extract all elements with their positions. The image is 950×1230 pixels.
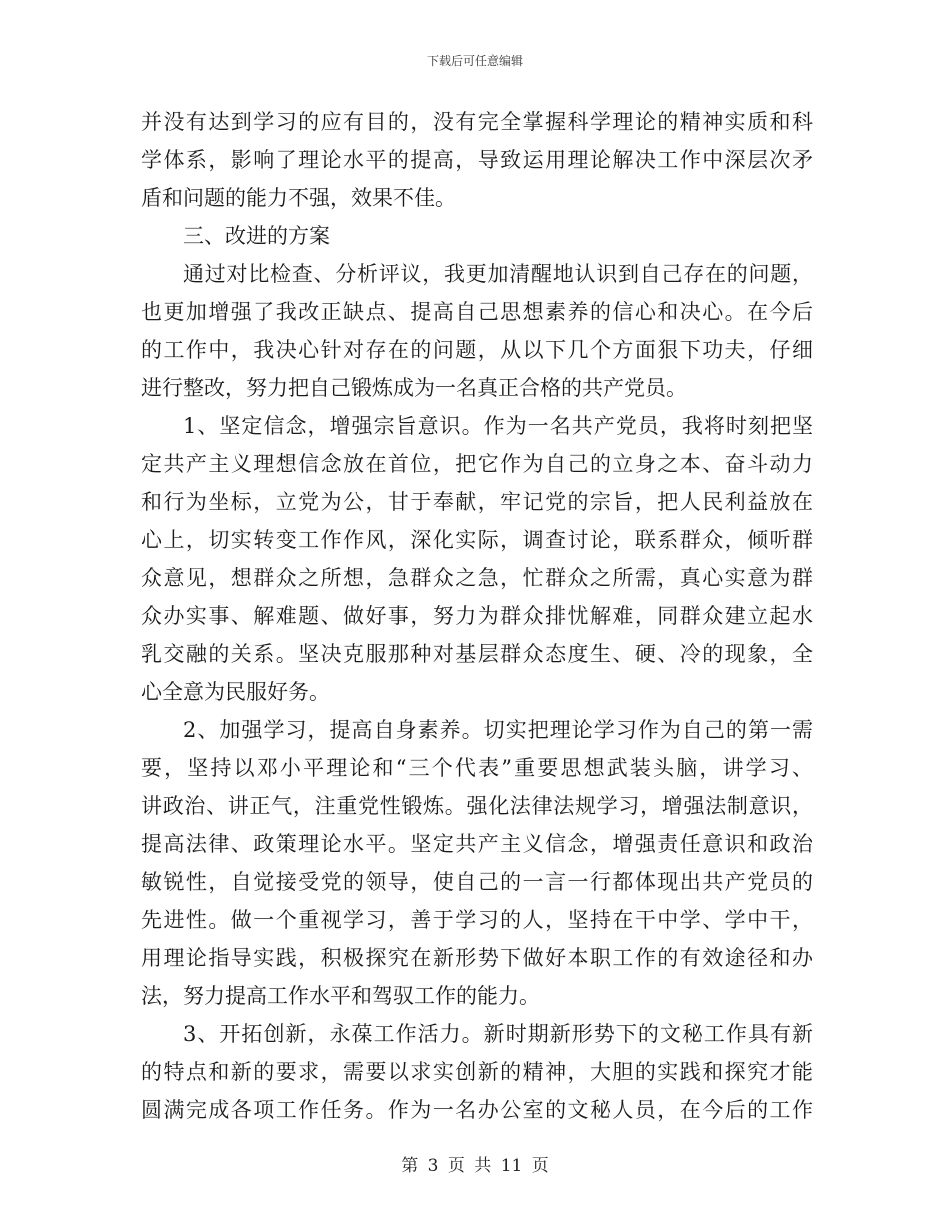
text-line: 盾和问题的能力不强，效果不佳。: [141, 186, 456, 210]
text-line: 也更加增强了我改正缺点、提高自己思想素养的信心和决心。在今后: [141, 300, 813, 324]
text-line: 要，坚持以邓小平理论和“三个代表”重要思想武装头脑，讲学习、: [141, 756, 813, 780]
text-line: 用理论指导实践，积极探究在新形势下做好本职工作的有效途径和办: [141, 946, 813, 970]
text-line: 学体系，影响了理论水平的提高，导致运用理论解决工作中深层次矛: [141, 148, 813, 172]
text-line: 三、改进的方案: [183, 224, 330, 248]
text-line: 先进性。做一个重视学习，善于学习的人，坚持在干中学、学中干，: [141, 908, 813, 932]
text-line: 提高法律、政策理论水平。坚定共产主义信念，增强责任意识和政治: [141, 832, 813, 856]
text-line: 2、加强学习，提高自身素养。切实把理论学习作为自己的第一需: [183, 718, 813, 742]
text-line: 心上，切实转变工作作风，深化实际，调查讨论，联系群众，倾听群: [141, 528, 813, 552]
text-line: 讲政治、讲正气，注重党性锻炼。强化法律法规学习，增强法制意识，: [141, 794, 813, 818]
page-header: 下载后可任意编辑: [426, 54, 523, 68]
text-line: 法，努力提高工作水平和驾驭工作的能力。: [141, 984, 540, 1008]
text-line: 和行为坐标，立党为公，甘于奉献，牢记党的宗旨，把人民利益放在: [141, 490, 813, 514]
text-line: 心全意为民服好务。: [141, 680, 330, 704]
text-line: 的工作中，我决心针对存在的问题，从以下几个方面狠下功夫，仔细: [141, 338, 813, 362]
text-line: 的特点和新的要求，需要以求实创新的精神，大胆的实践和探究才能: [141, 1060, 813, 1084]
page-footer: 第 3 页 共 11 页: [401, 1156, 549, 1176]
document-body: [141, 103, 813, 1129]
text-line: 乳交融的关系。坚决克服那种对基层群众态度生、硬、冷的现象，全: [141, 642, 813, 666]
text-line: 1、坚定信念，增强宗旨意识。作为一名共产党员，我将时刻把坚: [183, 414, 813, 438]
text-line: 3、开拓创新，永葆工作活力。新时期新形势下的文秘工作具有新: [183, 1022, 813, 1046]
text-line: 圆满完成各项工作任务。作为一名办公室的文秘人员，在今后的工作: [141, 1098, 813, 1122]
text-line: 并没有达到学习的应有目的，没有完全掌握科学理论的精神实质和科: [141, 110, 813, 134]
text-line: 通过对比检查、分析评议，我更加清醒地认识到自己存在的问题，: [183, 262, 813, 286]
text-line: 进行整改，努力把自己锻炼成为一名真正合格的共产党员。: [141, 376, 687, 400]
text-line: 定共产主义理想信念放在首位，把它作为自己的立身之本、奋斗动力: [141, 452, 813, 476]
text-line: 敏锐性，自觉接受党的领导，使自己的一言一行都体现出共产党员的: [141, 870, 813, 894]
text-line: 众意见，想群众之所想，急群众之急，忙群众之所需，真心实意为群: [141, 566, 813, 590]
text-line: 众办实事、解难题、做好事，努力为群众排忧解难，同群众建立起水: [141, 604, 813, 628]
